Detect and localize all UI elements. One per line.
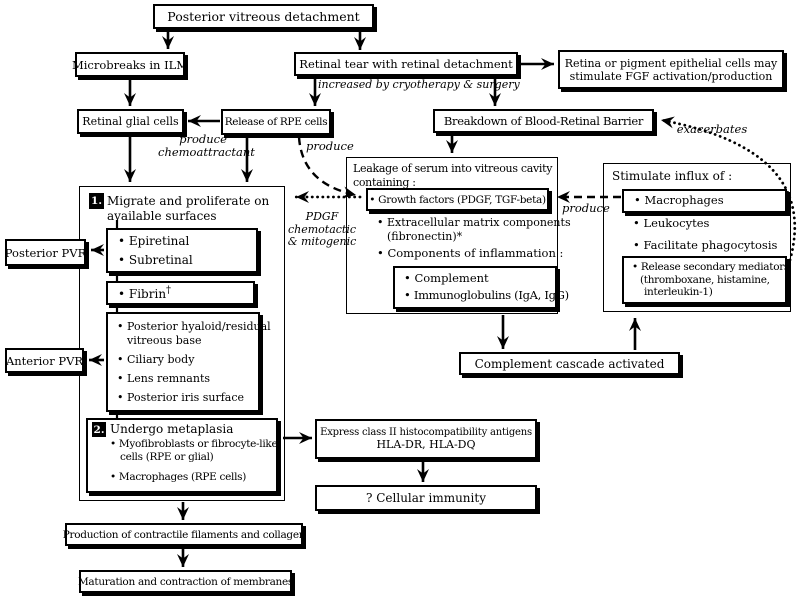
step-2-badge: 2. [93,423,105,436]
produce-chemo-line1: produce [179,132,227,146]
migrate-title-line2: available surfaces [107,209,217,223]
pdgf-line3: & mitogenic [287,235,357,249]
label-produce-macrophages: produce [562,201,610,215]
metaplasia-title: Undergo metaplasia [110,422,234,436]
leakage-title [353,162,552,191]
leakage-inflammation-heading: • Components of inflammation : [377,246,564,260]
ecm-line1: • Extracellular matrix components [377,216,571,229]
growth-factors-box: • Growth factors (PDGF, TGF-beta) [366,188,549,211]
node-posterior-vitreous-detachment: Posterior vitreous detachment [153,4,374,29]
label-pdgf-chemotactic [287,211,357,249]
node-release-of-rpe-cells: Release of RPE cells [221,109,331,135]
surfaces-epiretinal-subretinal-box [106,228,258,273]
express-line-2: HLA-DR, HLA-DQ [376,438,476,451]
node-fgf-activation [558,50,784,89]
surface-lens-remnants: • Lens remnants [117,371,211,385]
node-retinal-glial-cells: Retinal glial cells [77,109,184,134]
metaplasia-item1-line2: cells (RPE or glial) [120,451,214,464]
node-anterior-pvr: Anterior PVR [5,348,84,373]
surface-posterior-iris: • Posterior iris surface [117,390,245,404]
influx-leukocytes: • Leukocytes [633,216,710,230]
surface-posterior-hyaloid-line1: • Posterior hyaloid/residual [117,319,271,333]
node-maturation-contraction: Maturation and contraction of membranes [79,570,292,593]
complement-immunoglobulins-box [393,266,569,309]
node-cellular-immunity: ? Cellular immunity [315,485,537,511]
node-complement-cascade: Complement cascade activated [459,352,680,375]
ecm-line2: (fibronectin)* [387,230,463,244]
step-1-badge: 1. [89,193,104,209]
mediators-line2: (thromboxane, histamine, [640,273,770,286]
mediators-line1: • Release secondary mediators [632,261,790,273]
node-posterior-pvr: Posterior PVR [5,239,86,266]
label-increased-by-cryotherapy: increased by cryotherapy & surgery [318,78,520,91]
leakage-ecm-item [377,216,571,245]
surfaces-anterior-structures-box [106,312,271,412]
label-produce-chemoattractant [158,132,255,160]
express-line-1: Express class II histocompatibility antigens [320,427,532,438]
leakage-title-line1: Leakage of serum into vitreous cavity [353,162,553,175]
surface-epiretinal: • Epiretinal [118,234,190,249]
fibrin-dagger: † [166,284,172,296]
fgf-line-1: Retina or pigment epithelial cells may [564,56,778,70]
surface-subretinal: • Subretinal [118,252,193,267]
surface-fibrin [118,285,171,301]
secondary-mediators-box [622,256,790,304]
node-microbreaks-in-ilm: Microbreaks in ILM [75,52,185,77]
fibrin-text: • Fibrin [118,286,167,301]
pdgf-line1: PDGF [305,210,339,223]
stimulate-mid-items [633,218,777,251]
node-blood-retinal-barrier-breakdown: Breakdown of Blood-Retinal Barrier [433,109,654,133]
stimulate-title: Stimulate influx of : [612,169,733,183]
node-express-class-ii [315,419,537,459]
metaplasia-item1-line1: • Myofibroblasts or fibrocyte-like [110,438,278,450]
fgf-line-2: stimulate FGF activation/production [569,69,773,83]
metaplasia-item2: • Macrophages (RPE cells) [110,471,247,484]
produce-chemo-line2: chemoattractant [158,145,255,160]
surface-posterior-hyaloid-line2: vitreous base [127,333,202,347]
influx-macrophages: • Macrophages [634,193,724,208]
influx-macrophages-box [622,189,787,213]
pdgf-line2: chemotactic [287,222,357,236]
surfaces-fibrin-box [106,281,255,305]
metaplasia-items [110,438,277,484]
leakage-title-line2: containing : [353,176,416,190]
migrate-title [107,194,269,224]
migrate-title-line1: Migrate and proliferate on [107,194,270,208]
influx-phagocytosis: • Facilitate phagocytosis [633,237,778,252]
node-production-contractile: Production of contractile filaments and collagen [65,523,303,546]
node-retinal-tear: Retinal tear with retinal detachment [294,52,518,76]
inflammation-immunoglobulins: • Immunoglobulins (IgA, IgG) [404,288,569,303]
label-produce-rpe: produce [306,139,354,153]
inflammation-complement: • Complement [404,270,489,285]
mediators-line3: interleukin-1) [644,286,713,299]
surface-ciliary-body: • Ciliary body [117,352,195,366]
label-exacerbates: exacerbates [676,122,748,136]
